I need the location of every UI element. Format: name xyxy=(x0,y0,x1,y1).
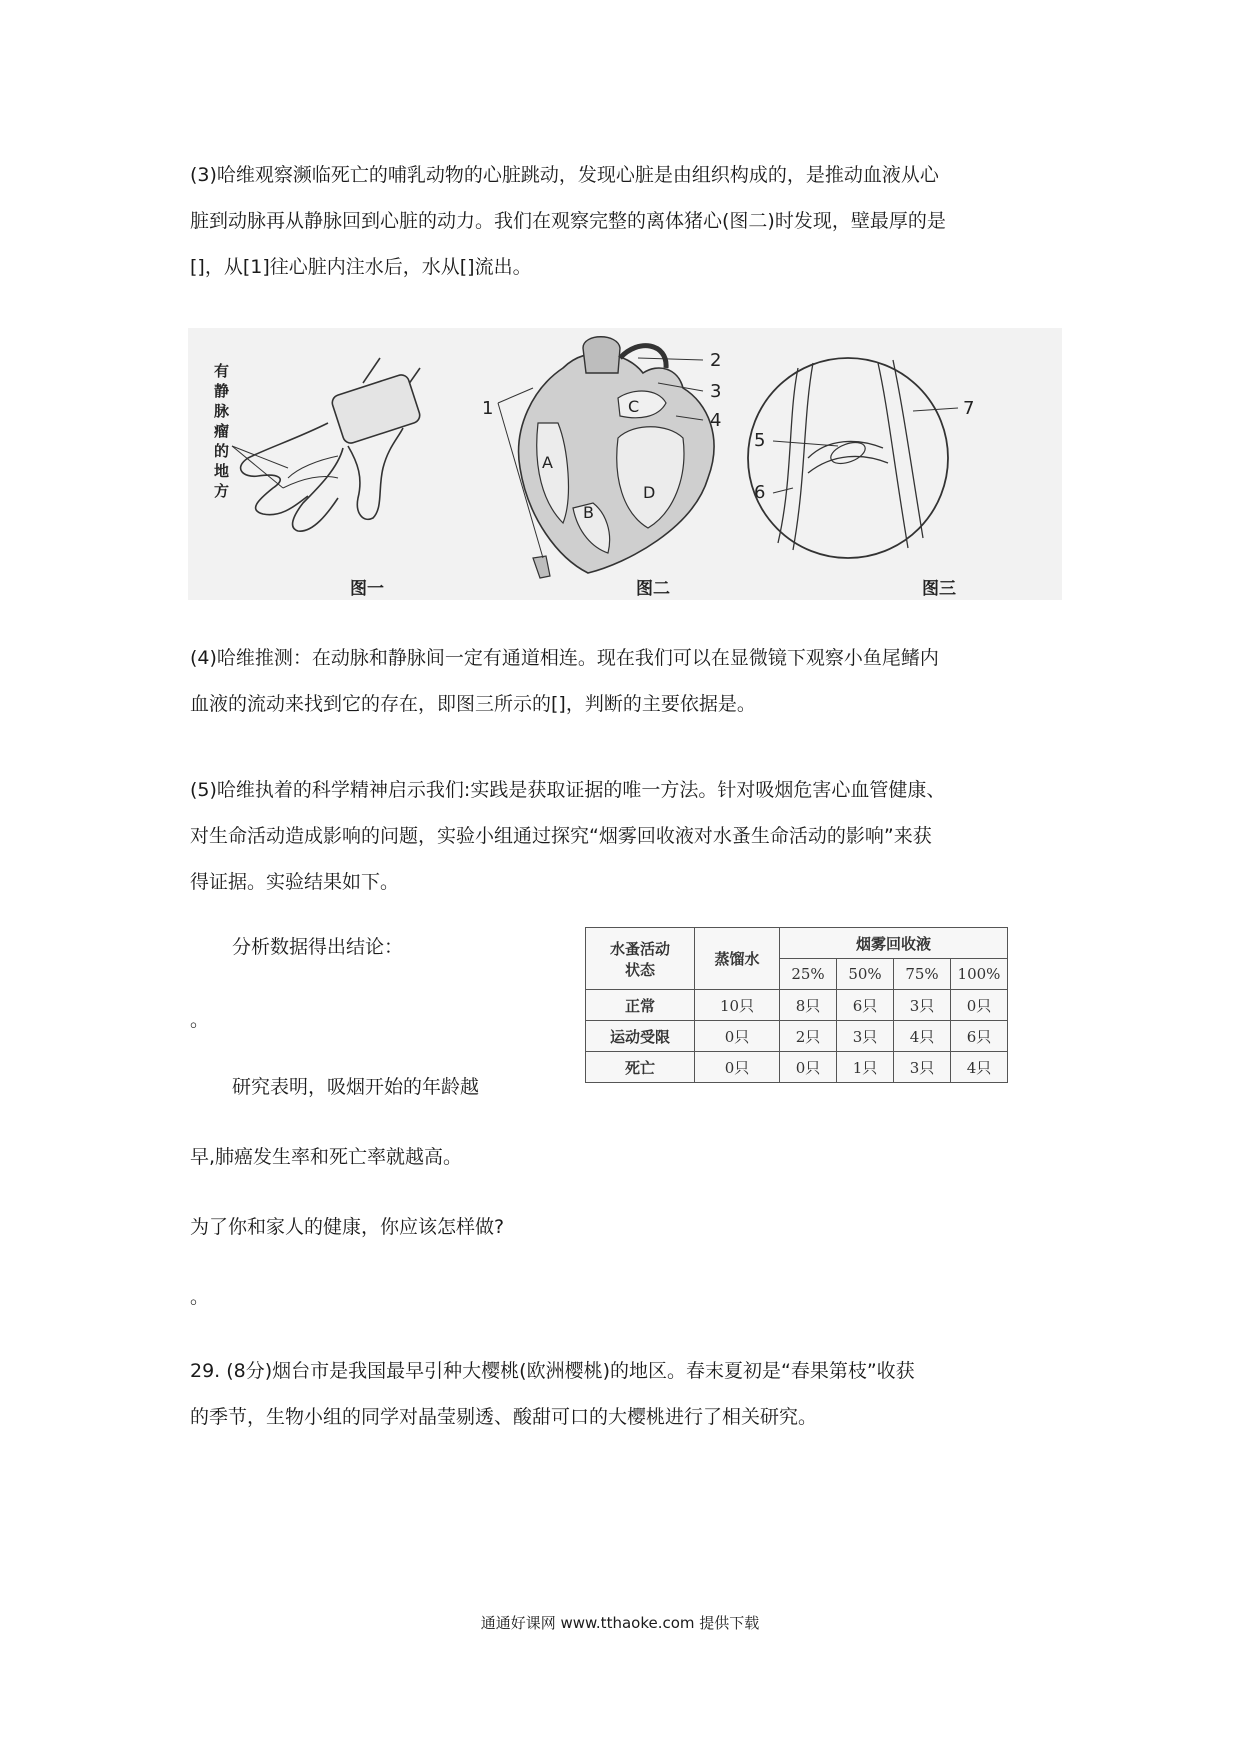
q5-line-3: 得证据。实验结果如下。 xyxy=(190,871,400,893)
fig2-label-B: B xyxy=(583,503,594,522)
table-cell: 0只 xyxy=(951,990,1008,1021)
header-smoke-liquid: 烟雾回收液 xyxy=(780,928,1008,959)
fig3-caption: 图三 xyxy=(922,579,956,599)
research-line-1: 研究表明，吸烟开始的年龄越 xyxy=(232,1076,480,1098)
fig2-heart-drawing xyxy=(498,337,714,578)
fig3-label-7: 7 xyxy=(963,398,975,419)
q4-line-2: 血液的流动来找到它的存在，即图三所示的[]，判断的主要依据是。 xyxy=(190,693,756,715)
fig1-hand-drawing xyxy=(241,358,422,531)
table-cell: 3只 xyxy=(894,990,951,1021)
fig2-label-A: A xyxy=(542,453,553,472)
table-cell: 0只 xyxy=(695,1021,780,1052)
header-state-line-1: 水蚤活动 xyxy=(609,939,670,958)
answer-period-1: 。 xyxy=(190,1009,210,1031)
experiment-table xyxy=(585,927,1008,1083)
fig1-label-char-2: 静 xyxy=(214,382,230,400)
table-cell: 6只 xyxy=(951,1021,1008,1052)
row-label: 运动受限 xyxy=(586,1021,695,1052)
fig1-caption: 图一 xyxy=(350,579,384,599)
fig1-vertical-label xyxy=(214,362,288,500)
fig1-label-char-5: 的 xyxy=(214,442,230,460)
header-distilled-water: 蒸馏水 xyxy=(695,928,780,990)
table-row xyxy=(586,1052,1008,1083)
fig2-label-3: 3 xyxy=(710,381,722,402)
research-line-2: 早,肺癌发生率和死亡率就越高。 xyxy=(190,1146,463,1168)
table-header-row xyxy=(586,928,1008,959)
q3-line-3: []，从[1]往心脏内注水后，水从[]流出。 xyxy=(190,256,532,278)
fig3-label-6: 6 xyxy=(754,482,766,503)
fig2-label-4: 4 xyxy=(710,410,722,431)
q5-line-2: 对生命活动造成影响的问题，实验小组通过探究“烟雾回收液对水蚤生命活动的影响”来获 xyxy=(190,825,932,847)
fig1-label-char-3: 脉 xyxy=(214,402,230,420)
header-conc-25: 25% xyxy=(780,959,837,990)
table-row xyxy=(586,990,1008,1021)
fig1-label-char-6: 地 xyxy=(214,462,230,480)
fig3-label-5: 5 xyxy=(754,430,766,451)
health-question: 为了你和家人的健康，你应该怎样做? xyxy=(190,1216,505,1238)
analysis-prompt: 分析数据得出结论： xyxy=(232,936,404,958)
figure-panel xyxy=(188,328,1062,600)
table-cell: 3只 xyxy=(837,1021,894,1052)
row-label: 正常 xyxy=(586,990,695,1021)
fig2-label-2: 2 xyxy=(710,350,722,371)
table-cell: 6只 xyxy=(837,990,894,1021)
q4-line-1: (4)哈维推测：在动脉和静脉间一定有通道相连。现在我们可以在显微镜下观察小鱼尾鳍内 xyxy=(190,647,939,669)
table-cell: 4只 xyxy=(894,1021,951,1052)
q3-line-2: 脏到动脉再从静脉回到心脏的动力。我们在观察完整的离体猪心(图二)时发现，壁最厚的是 xyxy=(190,210,946,232)
header-state-line-2: 状态 xyxy=(624,960,655,979)
question-5 xyxy=(190,767,1060,905)
answer-period-2: 。 xyxy=(190,1286,210,1308)
question-4 xyxy=(190,635,1060,727)
fig1-label-char-1: 有 xyxy=(214,362,230,380)
table-cell: 0只 xyxy=(780,1052,837,1083)
header-conc-75: 75% xyxy=(894,959,951,990)
header-conc-50: 50% xyxy=(837,959,894,990)
q5-line-1: (5)哈维执着的科学精神启示我们:实践是获取证据的唯一方法。针对吸烟危害心血管健康、 xyxy=(190,779,946,801)
q29-line-1: 29. (8分)烟台市是我国最早引种大樱桃(欧洲樱桃)的地区。春末夏初是“春果第枝”收获 xyxy=(190,1360,915,1382)
header-state xyxy=(586,928,695,990)
table-cell: 8只 xyxy=(780,990,837,1021)
table-cell: 1只 xyxy=(837,1052,894,1083)
question-29 xyxy=(190,1348,1060,1440)
table-cell: 10只 xyxy=(695,990,780,1021)
table-row xyxy=(586,1021,1008,1052)
row-label: 死亡 xyxy=(586,1052,695,1083)
fig3-vessel-drawing xyxy=(748,358,958,558)
table-cell: 4只 xyxy=(951,1052,1008,1083)
table-cell: 3只 xyxy=(894,1052,951,1083)
figures-illustration xyxy=(188,328,1062,600)
fig2-label-C: C xyxy=(628,397,640,416)
q29-line-2: 的季节，生物小组的同学对晶莹剔透、酸甜可口的大樱桃进行了相关研究。 xyxy=(190,1406,818,1428)
question-3 xyxy=(190,152,1060,290)
q3-line-1: (3)哈维观察濒临死亡的哺乳动物的心脏跳动，发现心脏是由组织构成的，是推动血液从心 xyxy=(190,164,939,186)
fig2-caption: 图二 xyxy=(636,579,670,599)
fig1-label-char-7: 方 xyxy=(214,482,230,500)
table-cell: 2只 xyxy=(780,1021,837,1052)
table-cell: 0只 xyxy=(695,1052,780,1083)
fig2-label-D: D xyxy=(643,483,656,502)
footer-source: 通通好课网 www.tthaoke.com 提供下载 xyxy=(480,1614,760,1632)
fig1-label-char-4: 瘤 xyxy=(214,422,230,440)
header-conc-100: 100% xyxy=(951,959,1008,990)
fig2-label-1: 1 xyxy=(482,398,494,419)
